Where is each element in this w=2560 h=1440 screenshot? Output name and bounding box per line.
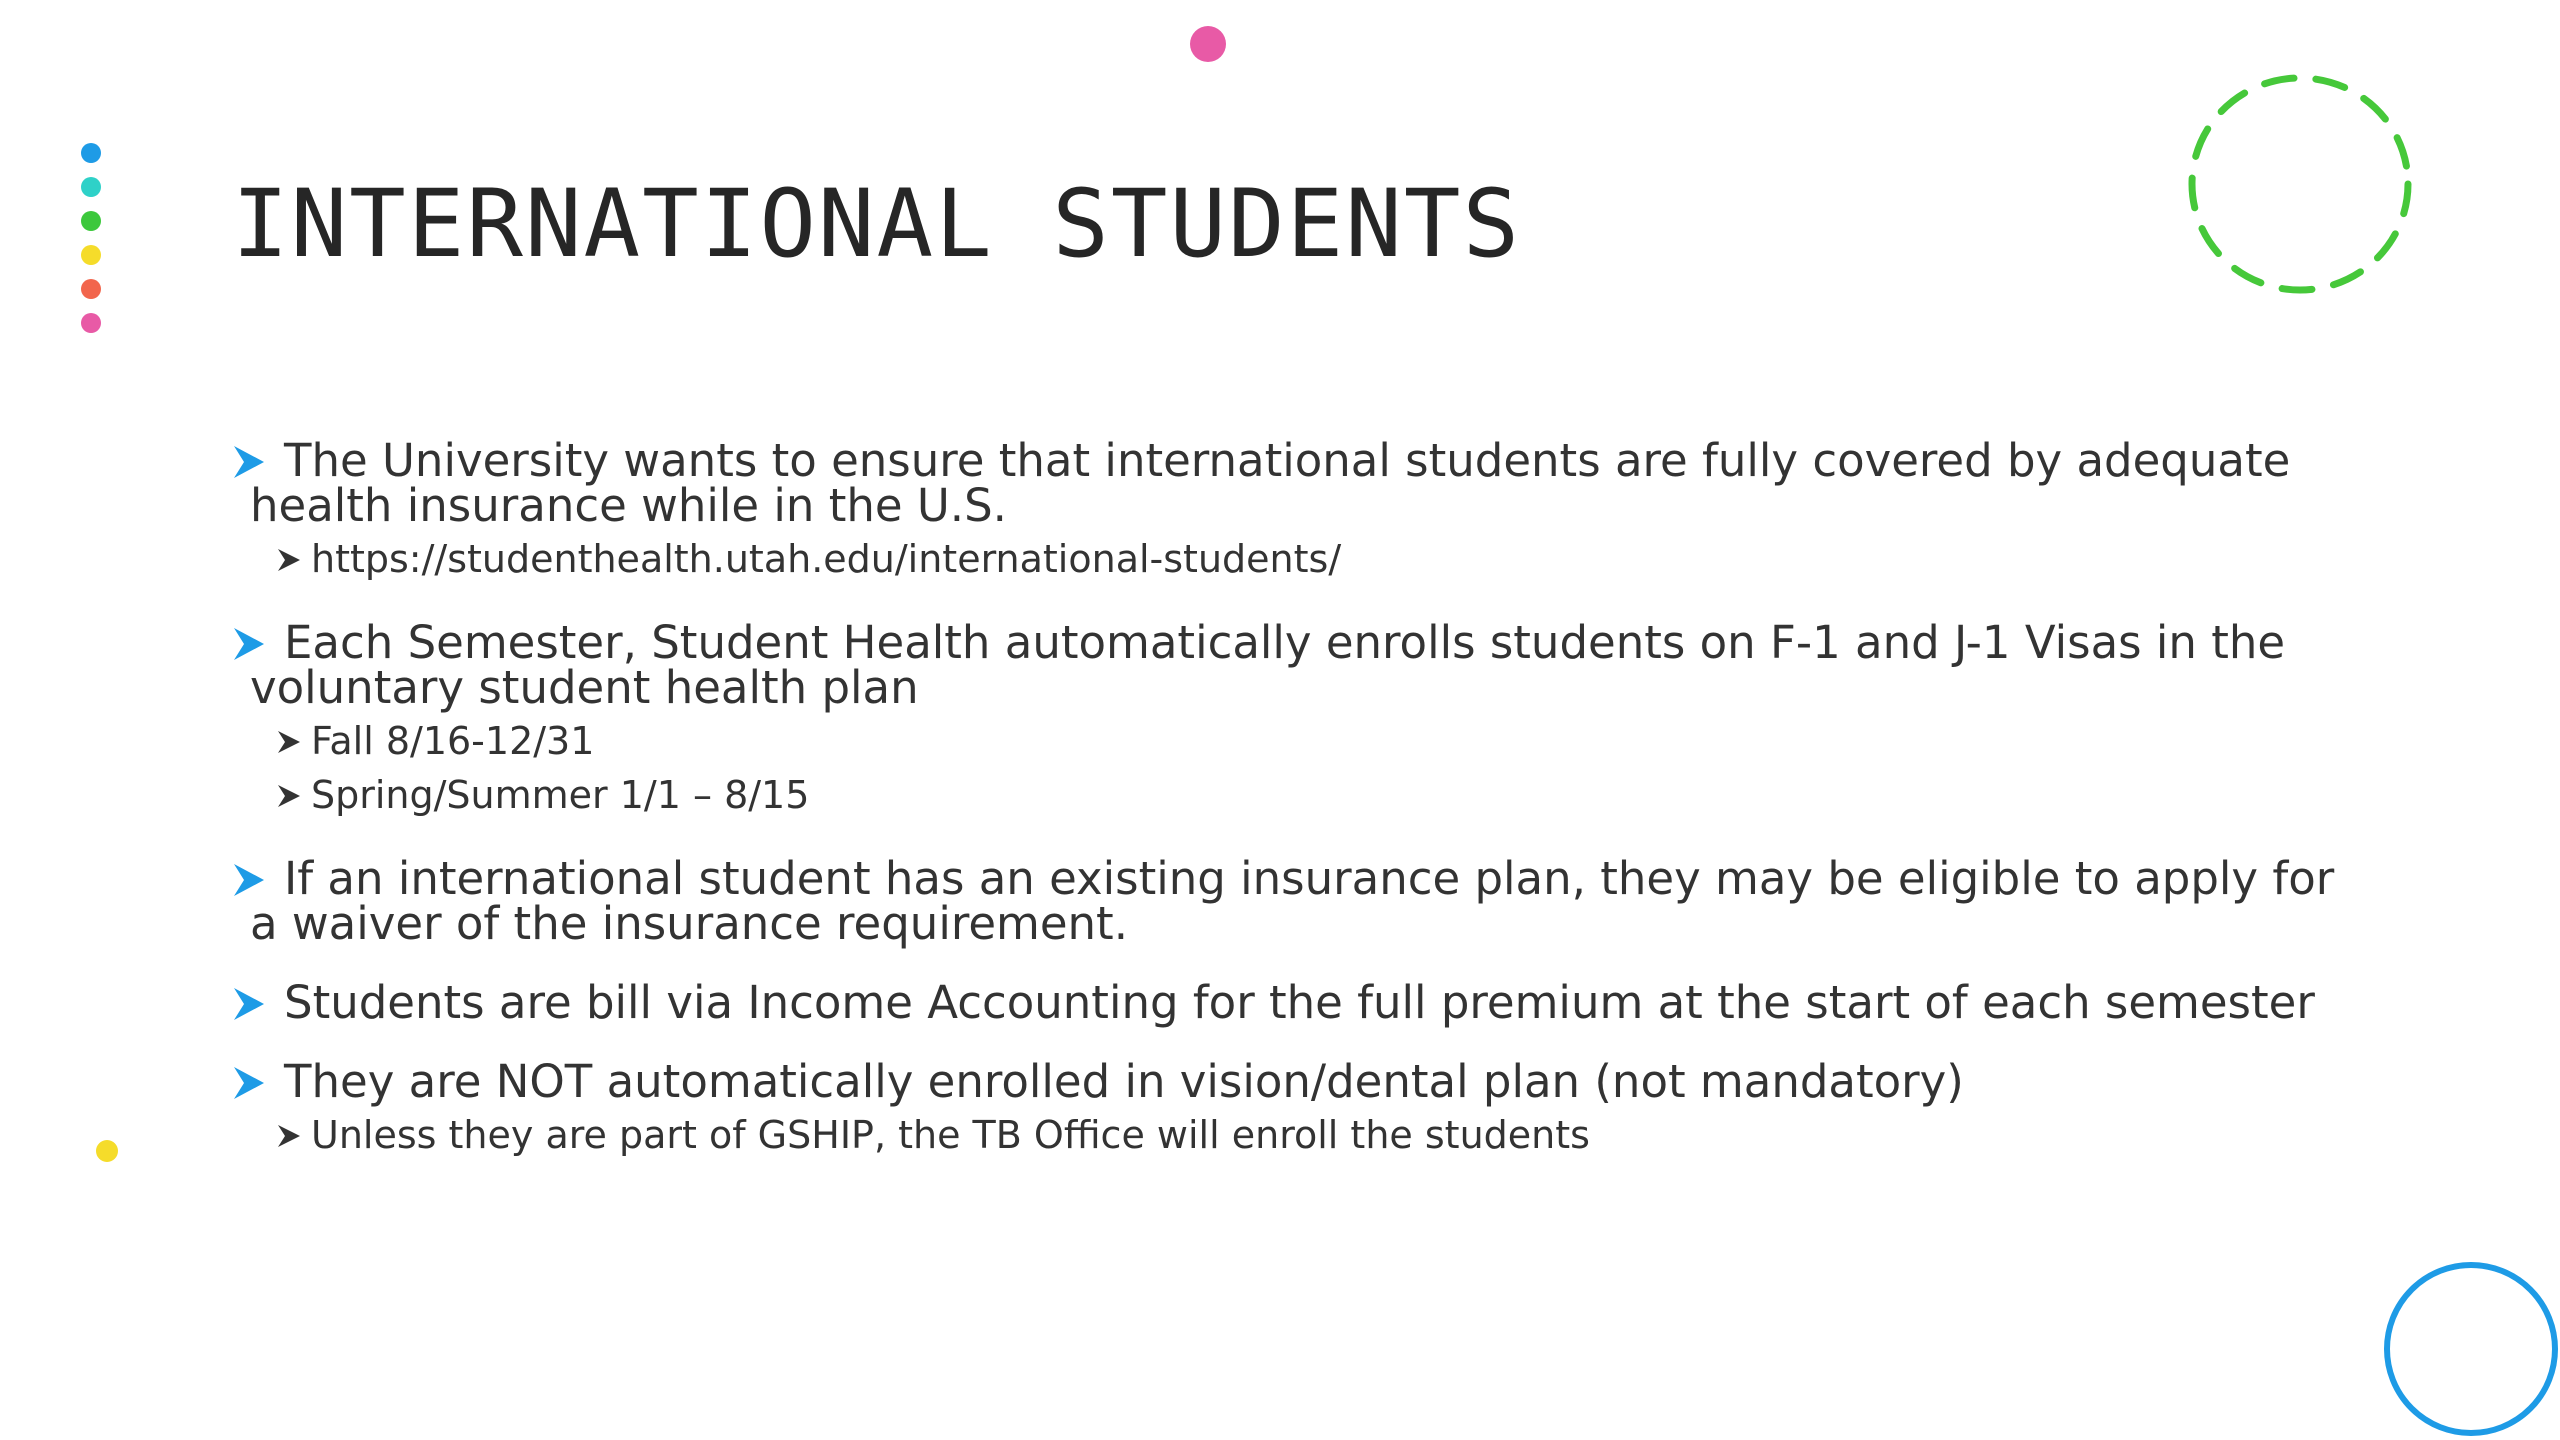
- decorative-dot-orange: [81, 279, 101, 299]
- decorative-dot-blue: [81, 143, 101, 163]
- bullet-text: Each Semester, Student Health automatically enrolls students on F-1 and J-1 Visas in the voluntary student health plan: [250, 616, 2286, 714]
- decorative-dashed-circle: [2180, 68, 2420, 300]
- sub-bullet-item: [232, 768, 2372, 822]
- bullet-item-2: [232, 616, 2372, 714]
- bullet-list: [232, 434, 2372, 1162]
- decorative-dot-teal: [81, 177, 101, 197]
- arrow-sub-bullet-icon: [276, 1123, 302, 1149]
- bullet-text: They are NOT automatically enrolled in vision/dental plan (not mandatory): [284, 1055, 1964, 1108]
- sub-bullet-text: https://studenthealth.utah.edu/international-students/: [311, 537, 1342, 581]
- bullet-item-5: [232, 1055, 2372, 1108]
- arrow-sub-bullet-icon: [276, 729, 302, 755]
- bullet-text: Students are bill via Income Accounting for the full premium at the start of each semester: [284, 976, 2315, 1029]
- sub-bullet-text: Unless they are part of GSHIP, the TB Office will enroll the students: [311, 1113, 1590, 1157]
- bullet-text: If an international student has an existing insurance plan, they may be eligible to apply for a waiver of the insurance requirement.: [250, 852, 2335, 950]
- decorative-dot-pink-top: [1190, 26, 1226, 62]
- bullet-item-3: [232, 852, 2372, 950]
- decorative-dot-yellow-bottom: [96, 1140, 118, 1162]
- arrow-bullet-icon: [232, 862, 266, 898]
- slide-title: INTERNATIONAL STUDENTS: [232, 170, 1522, 279]
- sub-bullet-item: [232, 1108, 2372, 1162]
- bullet-text: The University wants to ensure that international students are fully covered by adequate health insurance while in the U.S.: [250, 434, 2291, 532]
- sub-bullet-item: [232, 714, 2372, 768]
- arrow-bullet-icon: [232, 626, 266, 662]
- decorative-dot-green: [81, 211, 101, 231]
- bullet-item-1: [232, 434, 2372, 532]
- sub-bullet-text: Fall 8/16-12/31: [311, 719, 595, 763]
- decorative-dot-pink: [81, 313, 101, 333]
- arrow-bullet-icon: [232, 986, 266, 1022]
- bullet-item-4: [232, 976, 2372, 1029]
- decorative-dot-yellow: [81, 245, 101, 265]
- sub-bullet-text: Spring/Summer 1/1 – 8/15: [311, 773, 810, 817]
- arrow-bullet-icon: [232, 1065, 266, 1101]
- arrow-sub-bullet-icon: [276, 547, 302, 573]
- arrow-sub-bullet-icon: [276, 783, 302, 809]
- arrow-bullet-icon: [232, 444, 266, 480]
- sub-bullet-item: [232, 532, 2372, 586]
- decorative-blue-circle: [2380, 1258, 2560, 1440]
